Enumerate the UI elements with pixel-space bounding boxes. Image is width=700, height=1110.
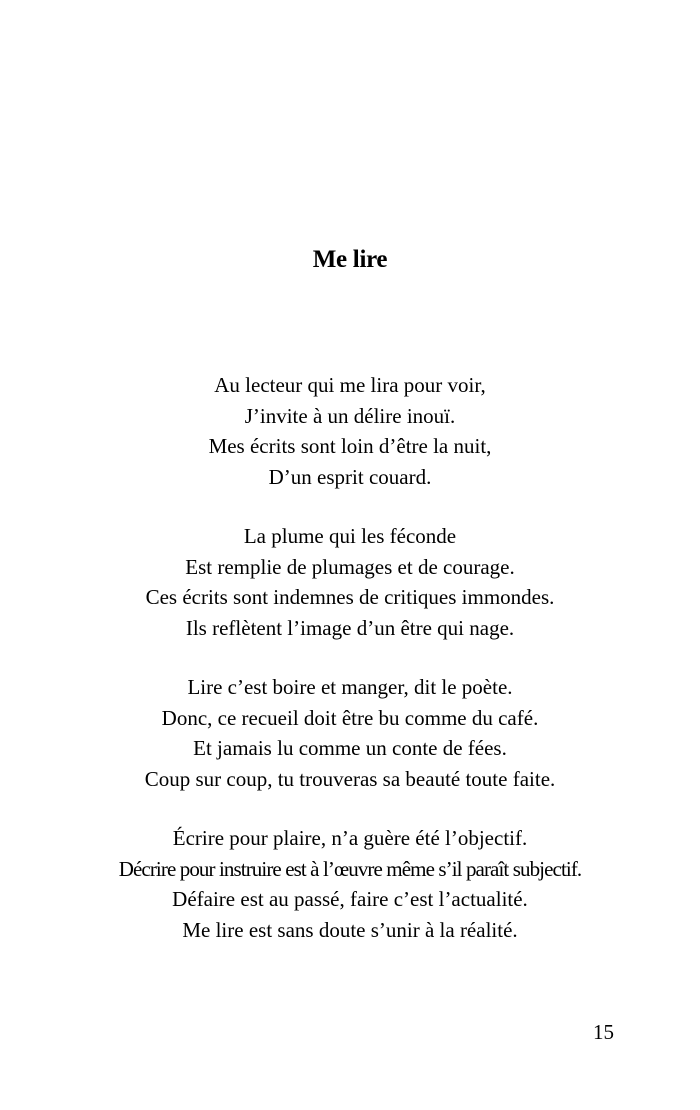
stanza-4 — [0, 823, 700, 945]
poem-line: Ils reflètent l’image d’un être qui nage. — [185, 615, 515, 640]
poem-line: Coup sur coup, tu trouveras sa beauté toute faite. — [144, 766, 556, 791]
poem-line: Au lecteur qui me lira pour voir, — [214, 373, 486, 397]
poem-line: Écrire pour plaire, n’a guère été l’objectif. — [172, 826, 528, 850]
poem-line: Me lire est sans doute s’unir à la réalité. — [182, 917, 518, 942]
stanza-3 — [0, 672, 700, 794]
poem-line: Lire c’est boire et manger, dit le poète. — [187, 675, 513, 699]
poem-line: Et jamais lu comme un conte de fées. — [193, 736, 507, 760]
poem-line: Décrire pour instruire est à l’œuvre même s’il paraît subjectif. — [118, 856, 582, 881]
poem-line: Défaire est au passé, faire c’est l’actualité. — [172, 887, 528, 911]
poem-line: La plume qui les féconde — [243, 524, 457, 548]
stanza-2 — [0, 521, 700, 643]
poem-line: Est remplie de plumages et de courage. — [185, 554, 515, 579]
poem-line: J’invite à un délire inouï. — [244, 403, 456, 428]
poem-line: Ces écrits sont indemnes de critiques immondes. — [145, 585, 555, 609]
poem-line: Donc, ce recueil doit être bu comme du café. — [161, 705, 539, 730]
poem-title: Me lire — [312, 246, 388, 273]
page-number: 15 — [593, 1020, 614, 1044]
poem-line: Mes écrits sont loin d’être la nuit, — [208, 434, 492, 458]
poem-body — [0, 370, 700, 974]
stanza-1 — [0, 370, 700, 492]
poem-line: D’un esprit couard. — [268, 464, 432, 489]
